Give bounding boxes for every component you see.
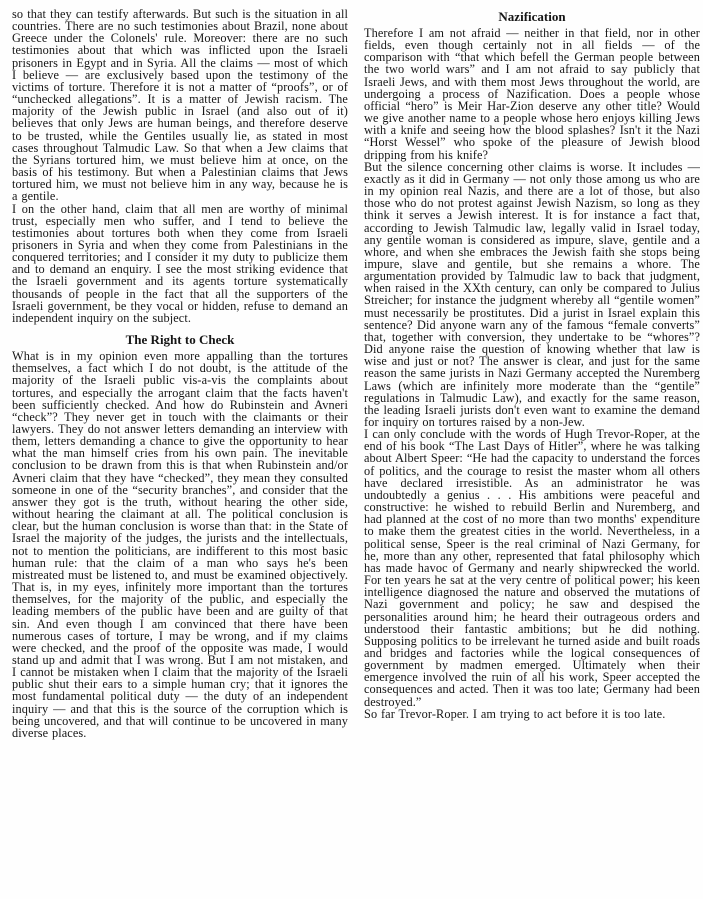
section-heading-the-right-to-check: The Right to Check xyxy=(125,332,235,348)
section-heading-nazification: Nazification xyxy=(498,9,566,24)
paragraph: I can only conclude with the words of Hugh Trevor-Roper, at the end of his book “The Last Days of Hitler”, where he was talking about Albert Speer: “He had the capacity to understand the forces of politics, and the courage to resist the master whom all others have declared irresistible. As an administrator he was undoubtedly a genius . . . His ambitions were peaceful and constructive: he wished to rebuild Berlin and Nuremberg, and had planned at the cost of no more than two months' expenditure to make them the greatest cities in the world. Nevertheless, in a political sense, Speer is the real criminal of Nazi Germany, for he, more than any other, represented that fatal philosophy which has made havoc of Germany and nearly shipwrecked the world. For ten years he sat at the very centre of political power; his keen intelligence diagnosed the nature and observed the mutations of Nazi government and policy; he saw and despised the personalities around him; he heard their outrageous orders and understood their fantastic ambitions; but he did nothing. Supposing politics to be irrelevant he turned aside and built roads and bridges and factories while the logical consequences of government by madmen emerged. Ultimately when their emergence involved the ruin of all his work, Speer accepted the consequences and acted. Then it was too late; Germany had been destroyed.” xyxy=(364,427,700,709)
left-column xyxy=(12,8,348,739)
paragraph: so that they can testify afterwards. But such is the situation in all countries. There are no such testimonies about Brazil, none about Greece under the Colonels' rule. Moreover: there are no such testimonies about that which was inflicted upon the Israeli prisoners in Egypt and in Syria. All the claims — most of which I believe — are exclusively based upon the testimony of the victims of torture. Therefore it is not a matter of “proofs”, or of “unchecked allegations”. It is a matter of Jewish racism. The majority of the Jewish public in Israel (and also out of it) believes that only Jews are human beings, and therefore deserve to be trusted, while the Gentiles usually lie, as stated in most cases throughout Talmudic Law. So that when a Jew claims that the Syrians tortured him, we must believe him at once, on the basis of his testimony. But when a Palestinian claims that Jews tortured him, we must not believe him in any way, because he is a gentile. xyxy=(12,7,348,204)
paragraph: So far Trevor-Roper. I am trying to act before it is too late. xyxy=(364,706,666,721)
two-column-layout xyxy=(12,7,700,740)
paragraph: I on the other hand, claim that all men are worthy of minimal trust, especially men who suffer, and I tend to believe the testimonies about tortures both when they come from Israeli prisoners in Syria and when they come from Palestinians in the conquered territories; and I consider it my duty to publicize them and to demand an enquiry. I see the most striking evidence that the Israeli government and its agents torture systematically thousands of people in the fact that all the supporters of the Israeli government, be they vocal or hidden, refuse to demand an independent inquiry on the subject. xyxy=(12,201,348,325)
paragraph: But the silence concerning other claims is worse. It includes — exactly as it did in Germany — not only those among us who are in my opinion real Nazis, and there are a lot of those, but also those who do not protest against Jewish Nazism, so long as they think it serves a Jewish interest. It is for instance a fact that, according to Jewish Talmudic law, legally valid in Israel today, any gentile woman is considered as impure, slave, gentile and a whore, and when she embraces the Jewish faith she stops being impure, slave and gentile, but she remains a whore. The argumentation provided by Talmudic law to back that judgment, when raised in the XXth century, can only be compared to Julius Streicher; for instance the judgment whereby all “gentile women” must necessarily be prostitutes. Did a jurist in Israel explain this sentence? Did anyone warn any of the famous “female converts” that, together with conversion, they undertake to be “whores”? Did anyone raise the question of knowing whether that law is wise and just or not? The answer is clear, and just for the same reason the same jurists in Nazi Germany accepted the Nuremberg Laws (which are infinitely more moderate than the “gentile” regulations in Talmudic Law), and exactly for the same reason, the leading Israeli jurists don't even want to examine the demand for inquiry on tortures raised by a non-Jew. xyxy=(364,159,700,429)
paragraph: Therefore I am not afraid — neither in that field, nor in other fields, even though certainly not in all fields — of the comparison with “that which befell the German people between the two world wars” and I am not afraid to say publicly that Israeli Jews, and with them most Jews throughout the world, are undergoing a process of Nazification. Does a people whose official “hero” is Meir Har-Zion deserve any other title? Would we give another name to a people whose hero enjoys killing Jews with a knife and seeing how the blood splashes? Isn't it the Nazi “Horst Wessel” who spoke of the pleasure of Jewish blood dripping from his knife? xyxy=(364,26,700,162)
paragraph: What is in my opinion even more appalling than the tortures themselves, a fact which I do not doubt, is the attitude of the majority of the Israeli public vis-a-vis the complaints about tortures, and especially the arrogant claim that the facts haven't been sufficiently checked. And how do Rubinstein and Avneri “check”? They never get in touch with the claimants or their lawyers. They do not answer letters demanding an interview with them, letters demanding a chance to give the opportunity to hear what the man himself cries from his own pain. The inevitable conclusion to be drawn from this is that when Rubinstein and/or Avneri claim that they have “checked”, they mean they consulted someone in one of the “security branches”, and consider that the answer they got is the truth, without hearing the other side, without hearing the claimant at all. The political conclusion is clear, but the human conclusion is worse than that: in the State of Israel the majority of the judges, the jurists and the intellectuals, not to mention the politicians, are indifferent to this most basic human rule: that the claim of a man who says he's been mistreated must be listened to, and must be examined objectively. That is, in my eyes, infinitely more important than the tortures themselves, for the majority of the public, and especially the leading members of the public have been and are guilty of that sin. And even though I am convinced that there have been numerous cases of torture, I may be wrong, and if my claims were checked, and the proof of the opposite was made, I would stand up and admit that I was wrong. But I am not mistaken, and I cannot be mistaken when I claim that the majority of the Israeli public shut their ears to a simple human cry; that it ignores the most fundamental political duty — the duty of an independent inquiry — and that this is the source of the corruption which is being uncovered, and that will continue to be uncovered in many diverse places. xyxy=(12,349,348,740)
right-column xyxy=(364,8,700,739)
